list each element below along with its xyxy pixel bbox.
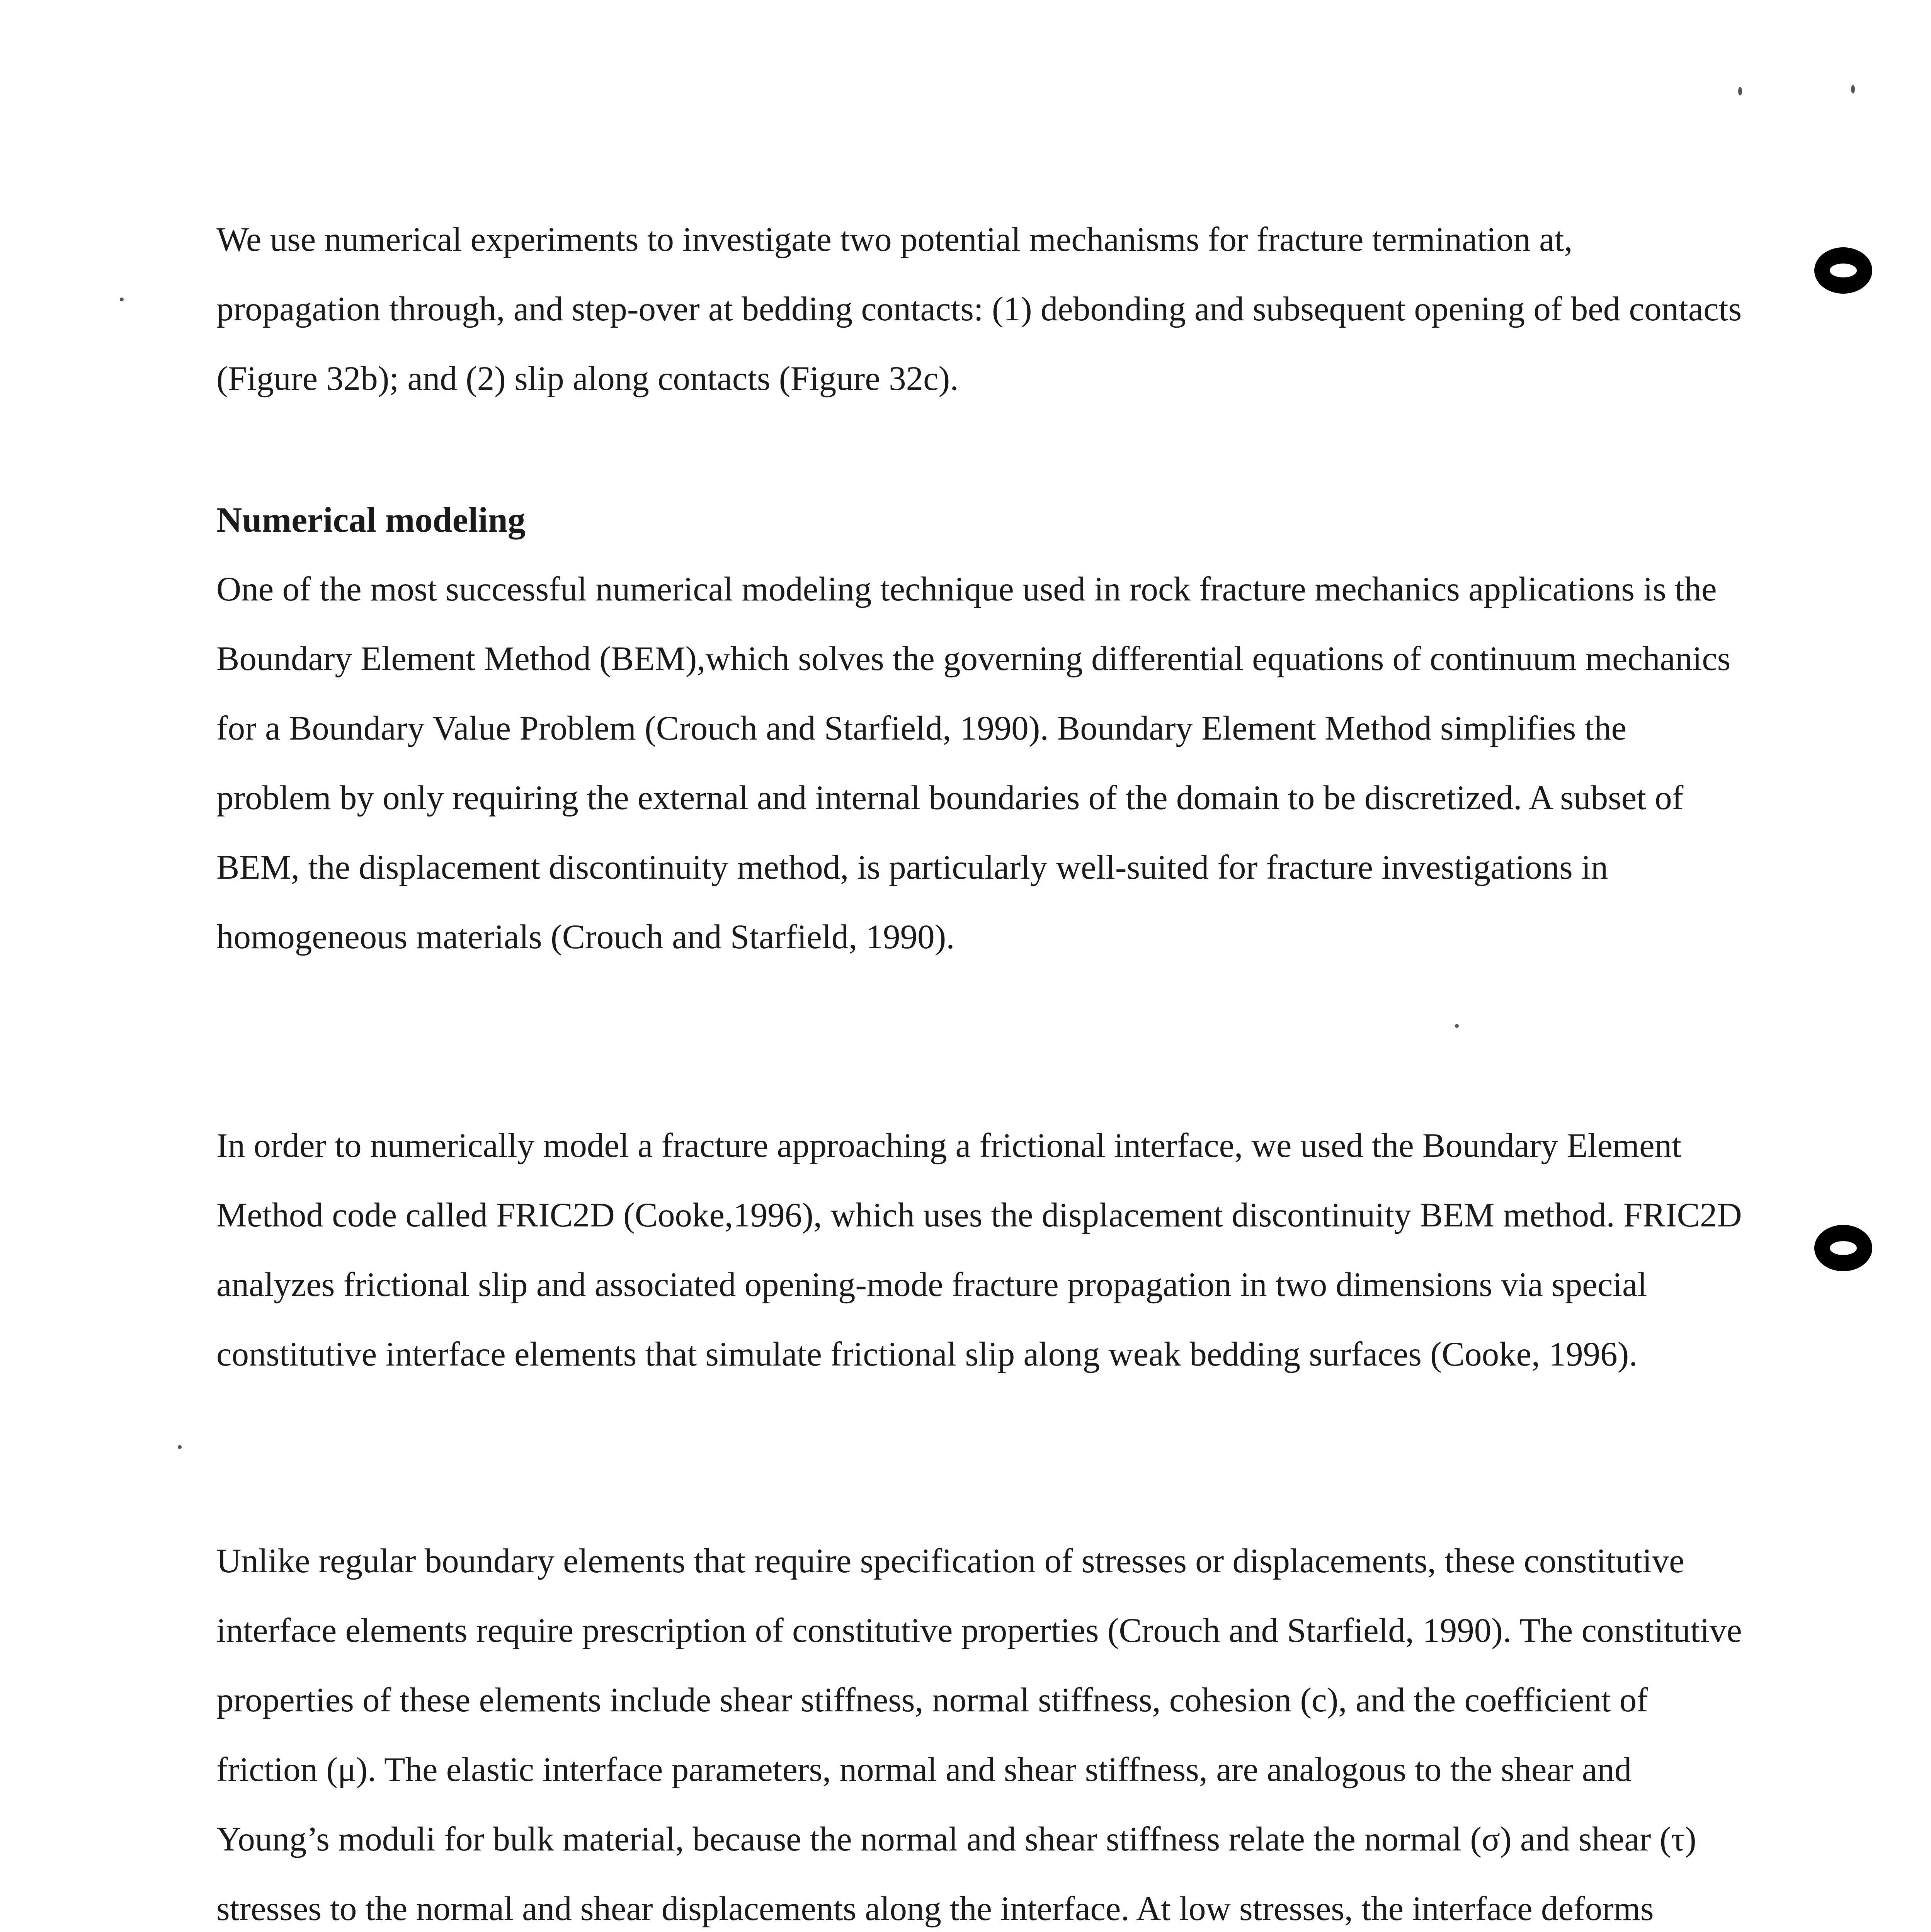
scan-speck — [1851, 85, 1855, 94]
punch-hole-top — [1814, 247, 1872, 294]
interface-elements-paragraph: Unlike regular boundary elements that require specification of stresses or displacements, these constitutive interface elements require prescription of constitutive properties (Crouch and Starfield, 1990). The constitutive properties of these elements include shear stiffness, normal stiffness, cohesion (c), and the coefficient of friction (μ). The elastic interface parameters, normal and shear stiffness, are analogous to the shear and Young’s moduli for bulk material, because the normal and shear stiffness relate the normal (σ) and shear (τ) stresses to the normal and shear displacements along the interface. At low stresses, the interface deforms — [216, 1542, 1742, 1928]
scan-speck — [1455, 1024, 1459, 1028]
scan-speck — [1738, 87, 1742, 95]
section-heading: Numerical modeling — [216, 500, 526, 539]
scan-speck — [178, 1445, 182, 1449]
fric2d-paragraph: In order to numerically model a fracture approaching a frictional interface, we used the Boundary Element Method code called FRIC2D (Cooke,1996), which uses the displacement discontinuity BEM method. FRIC2D analyzes frictional slip and associated opening-mode fracture propagation in two dimensions via special constitutive interface elements that simulate frictional slip along weak bedding surfaces (Cooke, 1996). — [216, 1127, 1742, 1373]
scan-speck — [120, 298, 124, 301]
punch-hole-middle — [1814, 1225, 1872, 1271]
bem-paragraph: One of the most successful numerical modeling technique used in rock fracture mechanics applications is the Boundary Element Method (BEM),which solves the governing differential equations of continuum mechanics for a Boundary Value Problem (Crouch and Starfield, 1990). Boundary Element Method simplifies the problem by only requiring the external and internal boundaries of the domain to be discretized. A subset of BEM, the displacement discontinuity method, is particularly well-suited for fracture investigations in homogeneous materials (Crouch and Starfield, 1990). — [216, 570, 1731, 956]
intro-paragraph: We use numerical experiments to investigate two potential mechanisms for fracture termination at, propagation through, and step-over at bedding contacts: (1) debonding and subsequent opening of bed contacts (Figure 32b); and (2) slip along contacts (Figure 32c). — [216, 221, 1742, 398]
